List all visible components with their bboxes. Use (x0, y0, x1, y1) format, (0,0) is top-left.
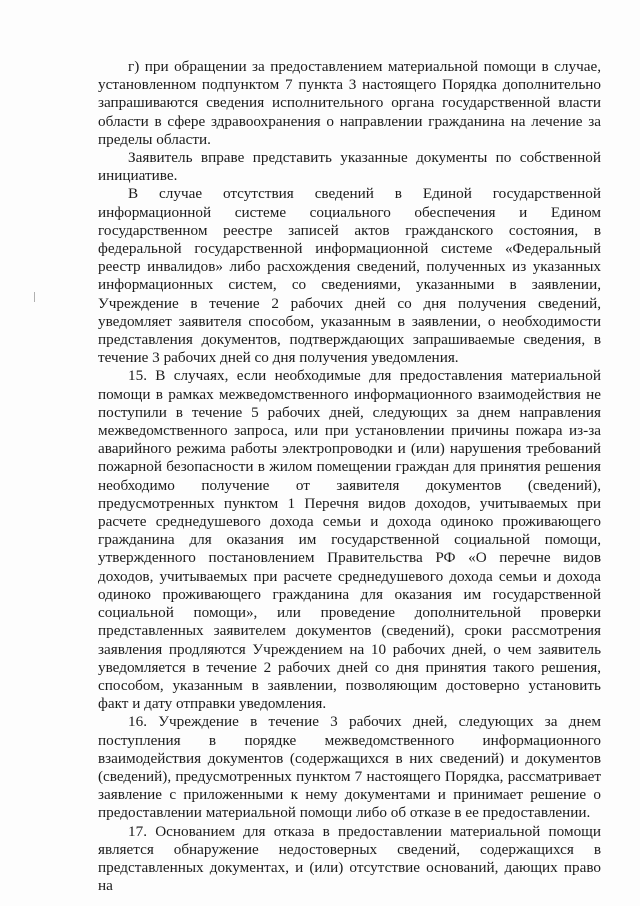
document-body (98, 58, 601, 895)
margin-mark (34, 292, 35, 302)
paragraph-applicant-initiative: Заявитель вправе представить указанные документы по собственной инициативе. (98, 149, 601, 185)
paragraph-16: 16. Учреждение в течение 3 рабочих дней, следующих за днем поступления в порядке межведомственного информационного взаимодействия документов (содержащихся в них сведений) и документов (сведений), предусмотренных пунктом 7 настоящего Порядка, рассматривает заявление с приложенными к нему документами и принимает решение о предоставлении материальной помощи либо об отказе в ее предоставлении. (98, 713, 601, 822)
paragraph-17: 17. Основанием для отказа в предоставлении материальной помощи является обнаружение недостоверных сведений, содержащихся в представленных документах, и (или) отсутствие оснований, дающих право на (98, 822, 601, 895)
paragraph-item-g: г) при обращении за предоставлением материальной помощи в случае, установленном подпунктом 7 пункта 3 настоящего Порядка дополнительно запрашиваются сведения исполнительного органа государственной власти области в сфере здравоохранения о направлении гражданина на лечение за пределы области. (98, 58, 601, 148)
paragraph-missing-information: В случае отсутствия сведений в Единой государственной информационной системе социального обеспечения и Едином государственном реестре записей актов гражданского состояния, в федеральной государственной информационной системе «Федеральный реестр инвалидов» либо расхождения сведений, полученных из указанных информационных систем, со сведениями, указанными в заявлении, Учреждение в течение 2 рабочих дней со дня получения сведений, уведомляет заявителя способом, указанным в заявлении, о необходимости представления документов, подтверждающих запрашиваемые сведения, в течение 3 рабочих дней со дня получения уведомления. (98, 185, 601, 367)
paragraph-15: 15. В случаях, если необходимые для предоставления материальной помощи в рамках межведомственного информационного взаимодействия не поступили в течение 5 рабочих дней, следующих за днем направления межведомственного запроса, или при установлении причины пожара из-за аварийного режима работы электропроводки и (или) нарушения требований пожарной безопасности в жилом помещении граждан для принятия решения необходимо получение от заявителя документов (сведений), предусмотренных пунктом 1 Перечня видов доходов, учитываемых при расчете среднедушевого дохода семьи и дохода одиноко проживающего гражданина для оказания им государственной социальной помощи, утвержденного постановлением Правительства РФ «О перечне видов доходов, учитываемых при расчете среднедушевого дохода семьи и дохода одиноко проживающего гражданина для оказания им государственной социальной помощи», или проведение дополнительной проверки представленных заявителем документов (сведений), сроки рассмотрения заявления продляются Учреждением на 10 рабочих дней, о чем заявитель уведомляется в течение 2 рабочих дней со дня принятия такого решения, способом, указанным в заявлении, позволяющим достоверно установить факт и дату отправки уведомления. (98, 367, 601, 713)
